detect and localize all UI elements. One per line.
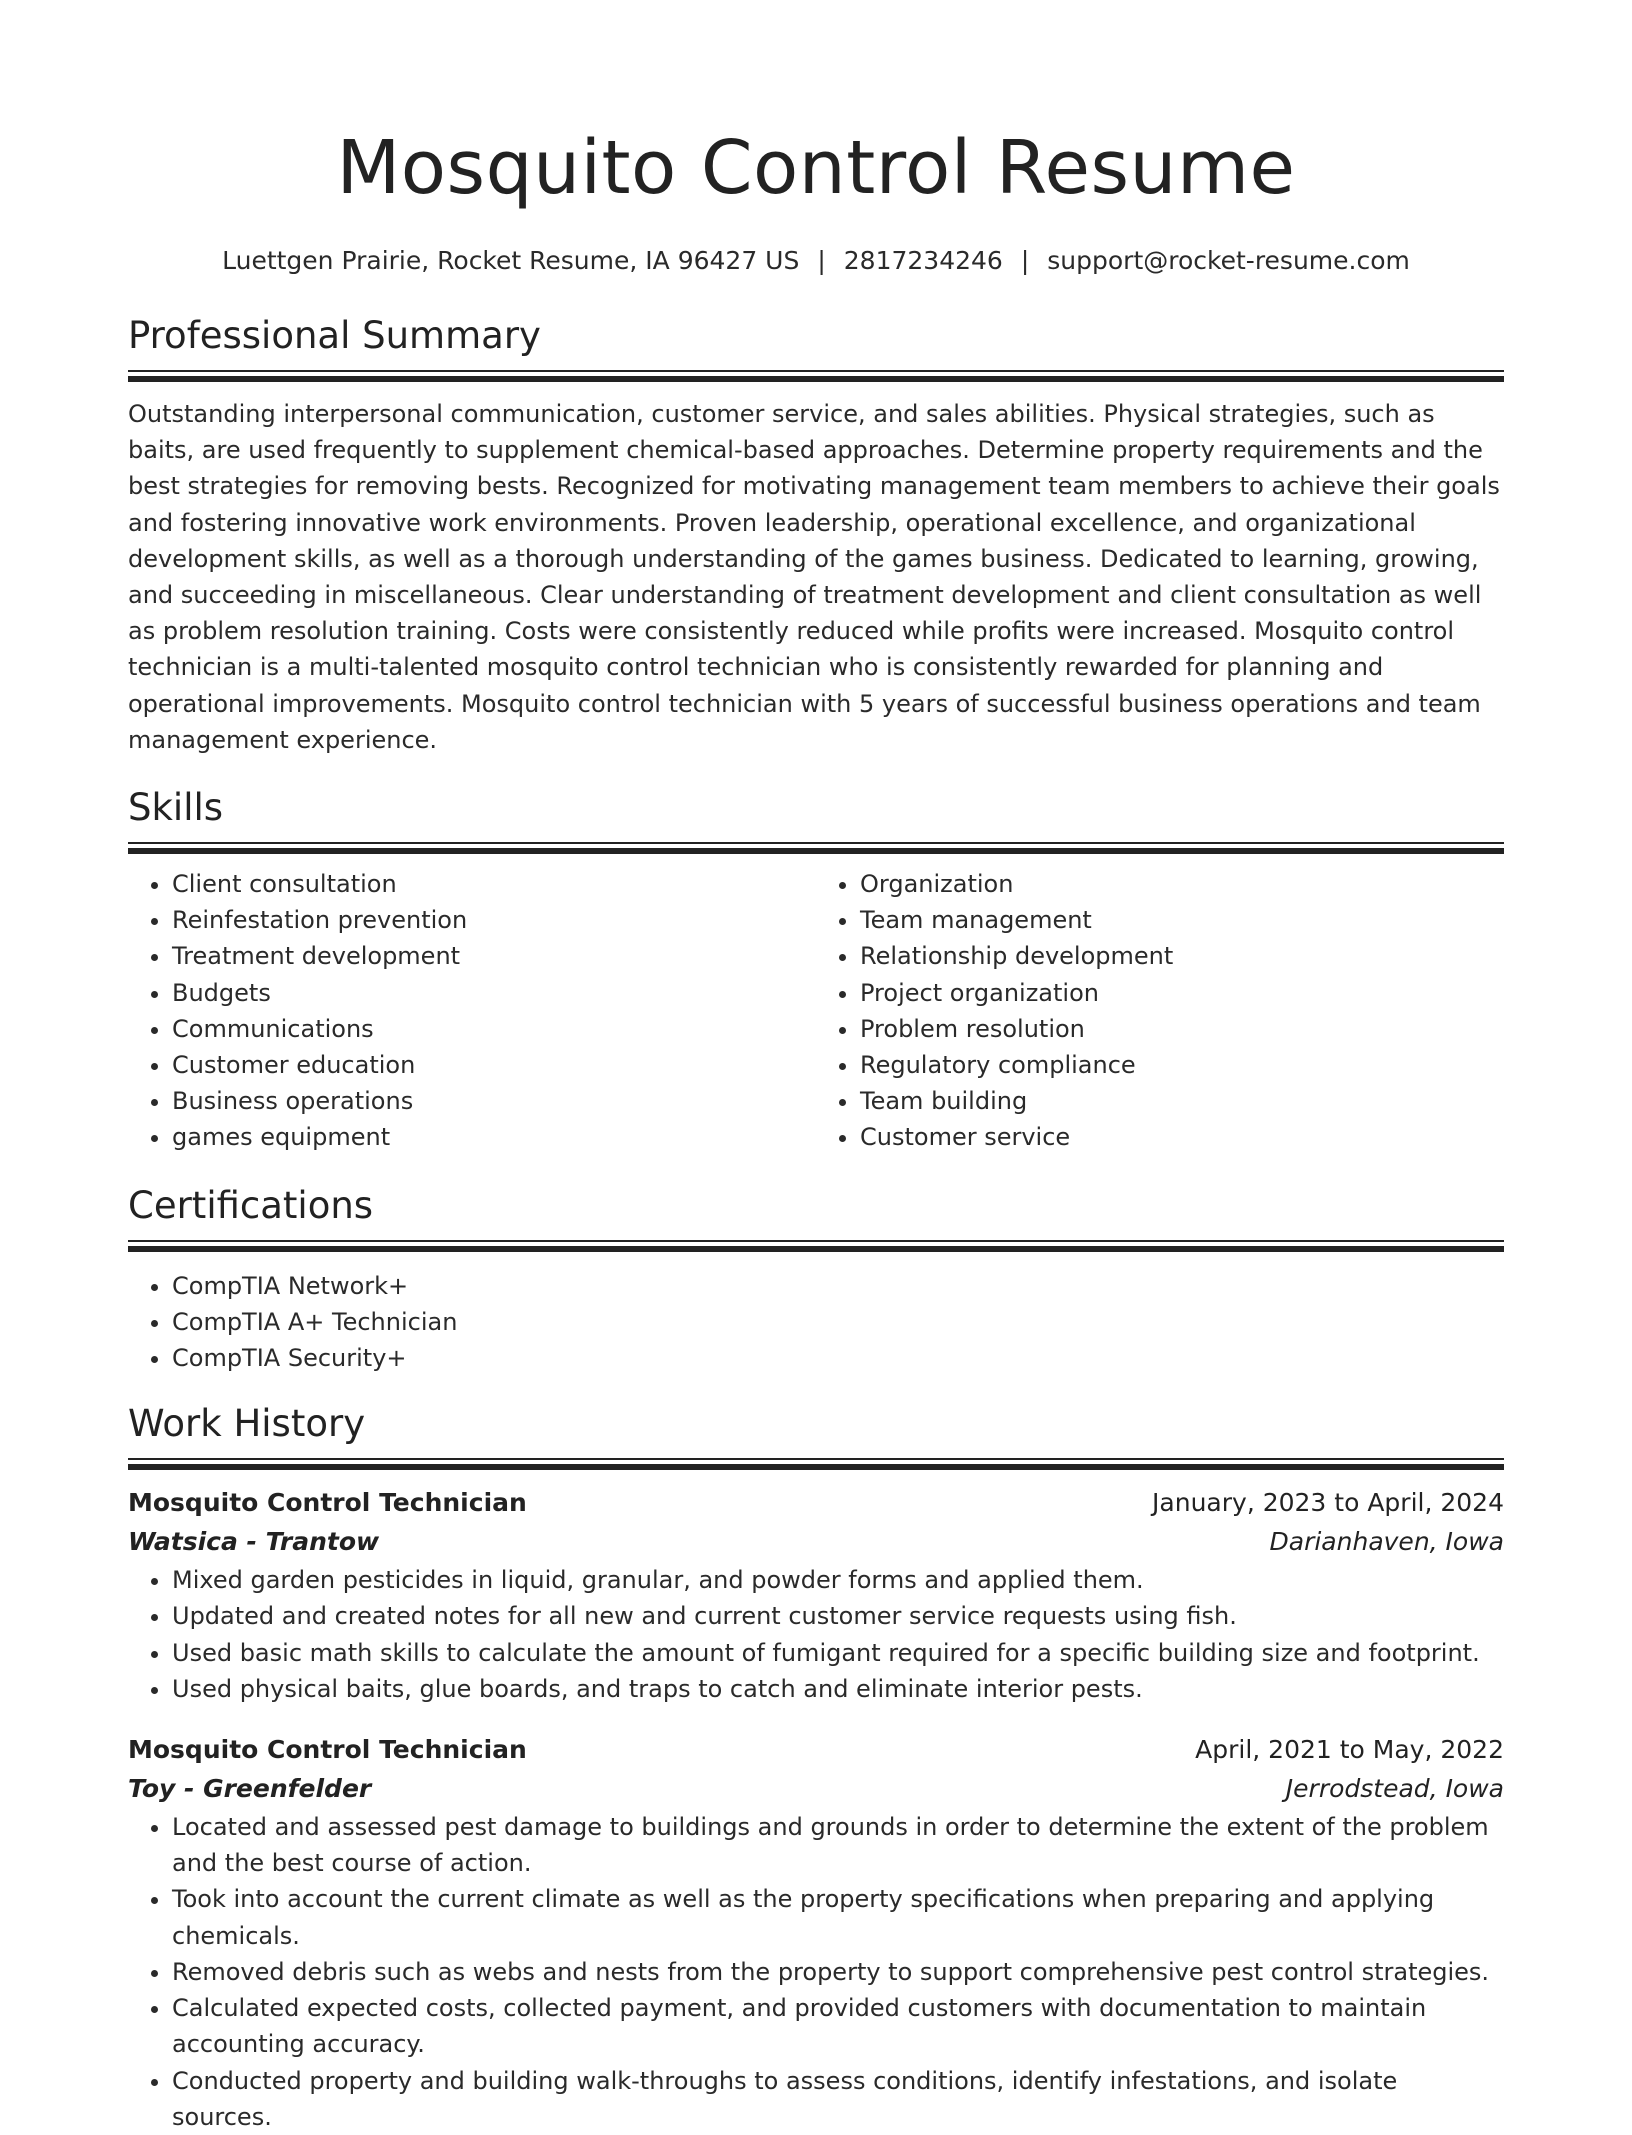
certification-item: • CompTIA A+ Technician	[172, 1304, 1504, 1340]
section-divider	[128, 1240, 1504, 1252]
section-divider	[128, 370, 1504, 382]
section-divider	[128, 1458, 1504, 1470]
skill-item: • Client consultation	[172, 866, 816, 902]
contact-line	[128, 244, 1504, 278]
job-title: Mosquito Control Technician	[128, 1488, 527, 1518]
job-bullet: • Conducted property and building walk-throughs to assess conditions, identify infestations, and isolate sources.	[172, 2063, 1504, 2135]
job-company: Toy - Greenfelder	[128, 1774, 372, 1804]
job-bullet: • Took into account the current climate as well as the property specifications when preparing and applying chemicals.	[172, 1881, 1504, 1953]
skill-item: • Budgets	[172, 975, 816, 1011]
contact-phone: 2817234246	[843, 246, 1003, 275]
job-location: Darianhaven, Iowa	[1269, 1527, 1504, 1557]
job-bullet-list	[128, 1809, 1504, 2135]
skill-item: • Reinfestation prevention	[172, 902, 816, 938]
skill-item: • games equipment	[172, 1119, 816, 1155]
skill-item: • Regulatory compliance	[860, 1047, 1504, 1083]
job-bullet: • Located and assessed pest damage to buildings and grounds in order to determine the extent of the problem and the best course of action.	[172, 1809, 1504, 1881]
summary-text: Outstanding interpersonal communication, customer service, and sales abilities. Physical strategies, such as baits, are used frequently to supplement chemical-based approaches. Determine property requirements and the best strategies for removing bests. Recognized for motivating management team members to achieve their goals and fostering innovative work environments. Proven leadership, operational excellence, and organizational development skills, as well as a thorough understanding of the games business. Dedicated to learning, growing, and succeeding in miscellaneous. Clear understanding of treatment development and client consultation as well as problem resolution training. Costs were consistently reduced while profits were increased. Mosquito control technician is a multi-talented mosquito control technician who is consistently rewarded for planning and operational improvements. Mosquito control technician with 5 years of successful business operations and team management experience.	[128, 400, 1500, 754]
job-bullet: • Calculated expected costs, collected payment, and provided customers with documentation to maintain accounting accuracy.	[172, 1990, 1504, 2062]
skill-item: • Team management	[860, 902, 1504, 938]
skills-column-left	[128, 866, 816, 1156]
job-bullet-list	[128, 1562, 1504, 1707]
job-bullet: • Removed debris such as webs and nests from the property to support comprehensive pest control strategies.	[172, 1954, 1504, 1990]
resume-title: Mosquito Control Resume	[336, 125, 1296, 211]
skill-item: • Communications	[172, 1011, 816, 1047]
job-bullet: • Mixed garden pesticides in liquid, granular, and powder forms and applied them.	[172, 1562, 1504, 1598]
certification-item: • CompTIA Network+	[172, 1268, 1504, 1304]
skills-list-right	[816, 866, 1504, 1156]
work-history-heading: Work History	[128, 1402, 366, 1446]
job-bullet: • Used physical baits, glue boards, and traps to catch and eliminate interior pests.	[172, 1671, 1504, 1707]
job-dates: January, 2023 to April, 2024	[1152, 1488, 1504, 1518]
skill-item: • Treatment development	[172, 938, 816, 974]
skills-section	[128, 784, 1504, 1156]
skills-list-left	[128, 866, 816, 1156]
certifications-heading: Certifications	[128, 1183, 374, 1227]
certifications-list	[128, 1268, 1504, 1377]
job-bullet: • Used basic math skills to calculate the amount of fumigant required for a specific building size and footprint.	[172, 1635, 1504, 1671]
summary-heading: Professional Summary	[128, 314, 541, 357]
job-company: Watsica - Trantow	[128, 1527, 380, 1557]
skill-item: • Business operations	[172, 1083, 816, 1119]
skills-column-right	[816, 866, 1504, 1156]
skill-item: • Problem resolution	[860, 1011, 1504, 1047]
skill-item: • Project organization	[860, 975, 1504, 1011]
job-header-row	[128, 1484, 1504, 1522]
skills-grid	[128, 866, 1504, 1156]
job-header-row	[128, 1731, 1504, 1769]
contact-separator: |	[1020, 246, 1030, 275]
summary-section	[128, 312, 1504, 758]
certifications-section	[128, 1182, 1504, 1377]
skill-item: • Relationship development	[860, 938, 1504, 974]
job-title: Mosquito Control Technician	[128, 1735, 527, 1765]
job-entry	[128, 1484, 1504, 1707]
contact-email[interactable]: support@rocket-resume.com	[1047, 246, 1410, 275]
certification-item: • CompTIA Security+	[172, 1340, 1504, 1376]
job-bullet: • Updated and created notes for all new and current customer service requests using fish.	[172, 1598, 1504, 1634]
skill-item: • Organization	[860, 866, 1504, 902]
contact-separator: |	[817, 246, 826, 275]
job-subheader-row	[128, 1769, 1504, 1809]
job-dates: April, 2021 to May, 2022	[1195, 1735, 1504, 1765]
job-location: Jerrodstead, Iowa	[1285, 1774, 1504, 1804]
work-history-section	[128, 1400, 1504, 2135]
skill-item: • Team building	[860, 1083, 1504, 1119]
jobs-list	[128, 1484, 1504, 2135]
skills-heading: Skills	[128, 786, 224, 830]
section-divider	[128, 842, 1504, 854]
job-subheader-row	[128, 1522, 1504, 1562]
job-entry	[128, 1731, 1504, 2135]
contact-address: Luettgen Prairie, Rocket Resume, IA 96427 US	[222, 246, 800, 275]
skill-item: • Customer education	[172, 1047, 816, 1083]
skill-item: • Customer service	[860, 1119, 1504, 1155]
